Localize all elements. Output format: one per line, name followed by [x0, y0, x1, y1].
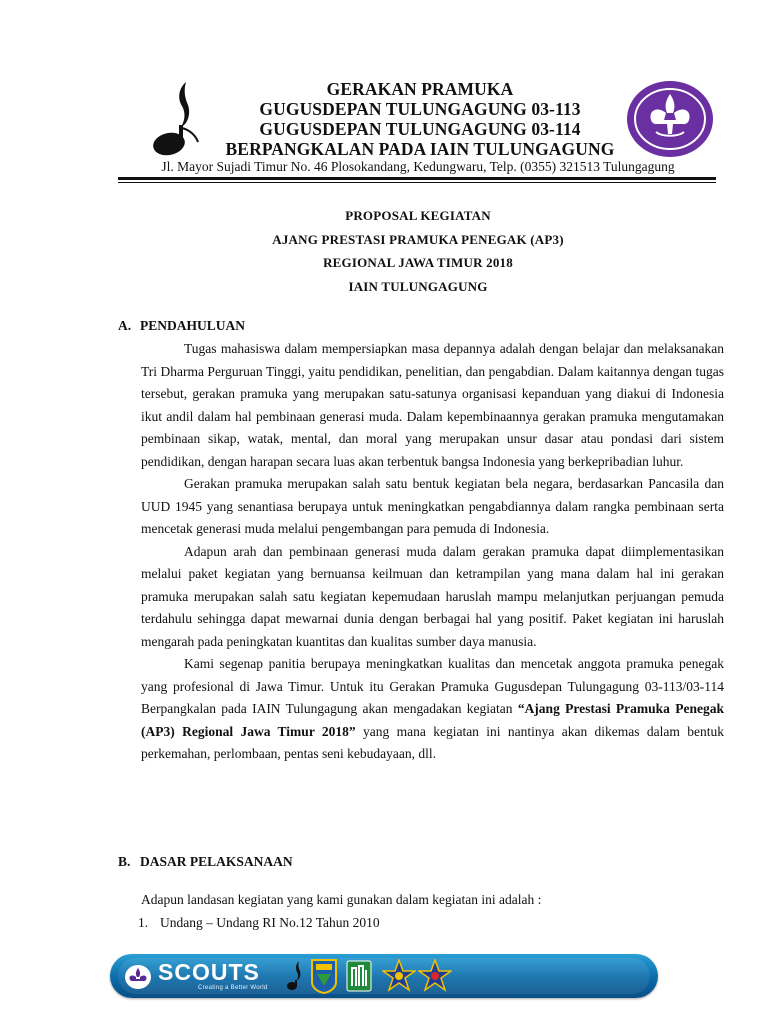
tunas-kelapa-logo	[146, 80, 206, 158]
address-line: Jl. Mayor Sujadi Timur No. 46 Plosokandang, Kedungwaru, Telp. (0355) 321513 Tulungagung	[161, 159, 675, 174]
scout-fleur-de-lis-seal	[626, 80, 714, 158]
section-a-body	[141, 338, 724, 766]
paragraph-4-tail: yang mana kegiatan ini nantinya akan dikemas dalam bentuk perkemahan, perlombaan, pentas seni kebudayaan, dll.	[141, 723, 724, 761]
section-a-title: PENDAHULUAN	[140, 318, 246, 333]
proposal-title	[118, 204, 718, 298]
section-b-heading	[118, 852, 293, 872]
section-b-intro: Adapun landasan kegiatan yang kami gunakan dalam kegiatan ini adalah :	[141, 892, 542, 907]
base-institution: BERPANGKALAN PADA IAIN TULUNGAGUNG	[225, 139, 615, 159]
scouts-wordmark: SCOUTS	[158, 959, 260, 985]
list-item-text: Undang – Undang RI No.12 Tahun 2010	[160, 914, 380, 930]
paragraph-4-text: Kami segenap panitia berupaya meningkatkan kualitas dan mencetak anggota pramuka penegak yang profesional di Jawa Timur. Untuk itu Gerakan Pramuka Gugusdepan Tulungagung 03-113/03-114 Berpangkalan pada IAIN Tulungagung akan mengadakan kegiatan	[141, 656, 724, 716]
org-name: GERAKAN PRAMUKA	[326, 79, 514, 99]
paragraph-1: Tugas mahasiswa dalam mempersiapkan masa depannya adalah dengan belajar dan melaksanakan Tri Dharma Perguruan Tinggi, yaitu pendidikan, penelitian, dan pengabdian. Dalam kaitannya dengan tugas tersebut, gerakan pramuka yang merupakan satu-satunya organisasi kepanduan yang diakui di Indonesia ikut andil dalam hal pembinaan generasi muda. Dalam kepembinaannya gerakan pramuka mengutamakan pembinaan sikap, watak, mental, dan moral yang merupakan unsur dasar atau pondasi dari sistem pendidikan, dengan harapan secara luas akan terbentuk bangsa Indonesia yang berkepribadian luhur.	[141, 341, 724, 469]
header-rule-thin	[118, 182, 716, 183]
paragraph-4	[141, 653, 724, 766]
section-b-body	[138, 889, 724, 934]
title-line-3: REGIONAL JAWA TIMUR 2018	[323, 255, 513, 270]
paragraph-3: Adapun arah dan pembinaan generasi muda dalam gerakan pramuka dapat diimplementasikan melalui paket kegiatan yang bernuansa keilmuan dan ketrampilan yang mana dalam hal ini gerakan pramuka merupakan salah satu kegiatan kepemudaan haruslah mampu melanjutkan perjuangan pemuda terdahulu sehingga dapat mewarnai dunia dengan berbagai hal yang positif. Paket kegiatan ini haruslah mengarah pada peningkatan kuantitas dan kualitas sumber daya manusia.	[141, 543, 724, 649]
scouts-tagline: Creating a Better World	[198, 985, 268, 991]
blue-star-emblem-2	[418, 959, 452, 993]
title-line-1: PROPOSAL KEGIATAN	[345, 208, 491, 223]
organization-header	[210, 79, 630, 159]
event-name-bold: “Ajang Prestasi Pramuka Penegak (AP3) Regional Jawa Timur 2018”	[141, 701, 724, 739]
tunas-kelapa-small-icon	[286, 960, 304, 992]
header-rule-thick	[118, 177, 716, 180]
world-scout-emblem	[124, 964, 152, 990]
section-b-title: DASAR PELAKSANAAN	[140, 854, 293, 869]
list-item-index: 1.	[138, 914, 149, 930]
blue-star-emblem	[382, 959, 416, 993]
section-a-heading	[118, 316, 245, 336]
iain-emblem	[346, 960, 372, 992]
title-line-2: AJANG PRESTASI PRAMUKA PENEGAK (AP3)	[272, 231, 564, 247]
gugusdepan-114: GUGUSDEPAN TULUNGAGUNG 03-114	[259, 119, 581, 139]
paragraph-2: Gerakan pramuka merupakan salah satu bentuk kegiatan bela negara, berdasarkan Pancasila dan UUD 1945 yang senantiasa berupaya untuk meningkatkan pengabdiannya dalam rangka pembinaan serta mencetak generasi muda melalui pengembangan para pemuda di Indonesia.	[141, 476, 724, 536]
east-java-emblem	[310, 958, 338, 994]
list-item	[138, 912, 724, 935]
gugusdepan-113: GUGUSDEPAN TULUNGAGUNG 03-113	[259, 99, 581, 119]
section-a-number: A.	[118, 318, 132, 333]
section-b-number: B.	[118, 854, 131, 869]
scouts-footer-banner	[110, 954, 658, 998]
title-line-4: IAIN TULUNGAGUNG	[348, 278, 488, 294]
